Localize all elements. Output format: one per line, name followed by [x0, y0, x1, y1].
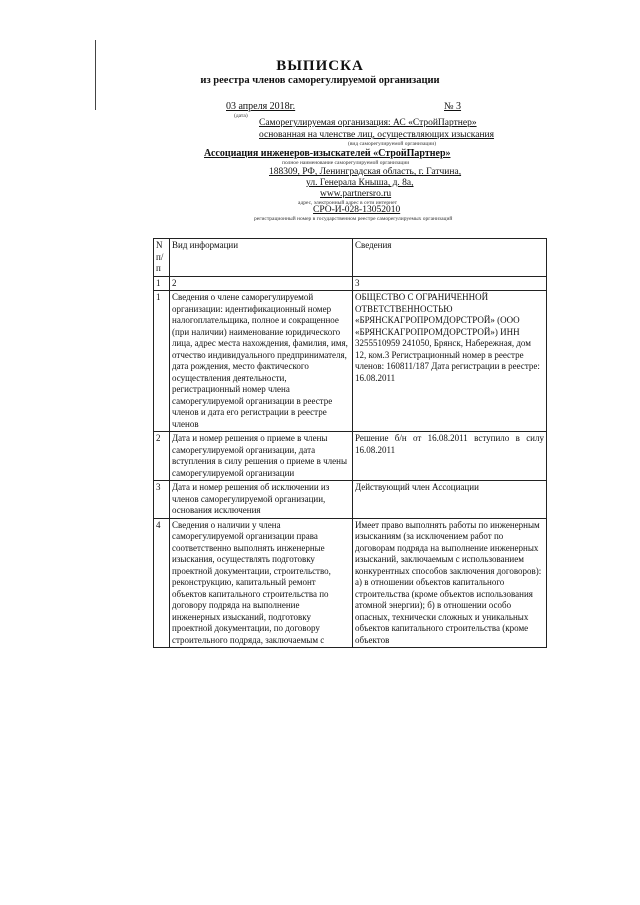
header-cell-number: N п/п — [154, 239, 170, 277]
table-row — [154, 518, 547, 648]
table-header-row — [154, 239, 547, 277]
table-row — [154, 432, 547, 481]
row-number: 3 — [154, 481, 170, 519]
address-line-1: 188309, РФ, Ленинградская область, г. Гатчина, — [269, 167, 462, 177]
document-number: № 3 — [444, 101, 462, 112]
index-cell: 2 — [170, 276, 353, 291]
row-info: Дата и номер решения об исключении из членов саморегулируемой организации, основания исключения — [170, 481, 353, 519]
row-number: 1 — [154, 291, 170, 432]
register-table — [153, 238, 547, 648]
address-line-2: ул. Генерала Кныша, д. 8а, — [306, 178, 414, 188]
website: www.partnersro.ru — [320, 189, 392, 199]
document-subtitle: из реестра членов саморегулируемой организации — [200, 75, 440, 86]
sro-line-2: основанная на членстве лиц, осуществляющих изыскания — [259, 130, 495, 140]
issue-date: 03 апреля 2018г. — [226, 101, 296, 112]
row-value: Действующий член Ассоциации — [353, 481, 547, 519]
row-value: Решение б/н от 16.08.2011 вступило в силу 16.08.2011 — [353, 432, 547, 481]
address-caption: адрес, электронный адрес в сети интернет — [298, 200, 397, 206]
sro-full-name: Ассоциация инженеров-изыскателей «СтройПартнер» — [204, 148, 451, 159]
row-number: 4 — [154, 518, 170, 648]
table-row — [154, 291, 547, 432]
row-info: Сведения о наличии у члена саморегулируемой организации права соответственно выполнять инженерные изыскания, осуществлять подготовку проектной документации, строительство, реконструкцию, капитальный ремонт объектов капитального строительства по договору подряда на выполнение инженерных изысканий, подготовку проектной документации, по договору строительного подряда, заключаемым с — [170, 518, 353, 648]
header-cell-details: Сведения — [353, 239, 547, 277]
sro-type-caption: (вид саморегулируемой организации) — [348, 141, 437, 147]
row-info: Сведения о члене саморегулируемой организации: идентификационный номер налогоплательщика, полное и сокращенное (при наличии) наименование юридического лица, адрес места нахождения, фамилия, имя, отчество индивидуального предпринимателя, дата рождения, место фактического осуществления деятельности, регистрационный номер члена саморегулируемой организации в реестре членов и дата его регистрации в реестре членов — [170, 291, 353, 432]
table-row — [154, 481, 547, 519]
row-value: ОБЩЕСТВО С ОГРАНИЧЕННОЙ ОТВЕТСТВЕННОСТЬЮ «БРЯНСКАГРОПРОМДОРСТРОЙ» (ООО «БРЯНСКАГРОПРОМДОРСТРОЙ») ИНН 3255510959 241050, Брянск, Набережная, дом 12, ком.3 Регистрационный номер в реестре членов: 160811/187 Дата регистрации в реестре: 16.08.2011 — [353, 291, 547, 432]
row-number: 2 — [154, 432, 170, 481]
index-cell: 1 — [154, 276, 170, 291]
date-caption: (дата) — [234, 113, 248, 119]
sro-registration-number: СРО-И-028-13052010 — [313, 205, 401, 215]
document-title: ВЫПИСКА — [276, 58, 364, 74]
header-cell-info-type: Вид информации — [170, 239, 353, 277]
index-cell: 3 — [353, 276, 547, 291]
row-value: Имеет право выполнять работы по инженерным изысканиям (за исключением работ по договорам подряда на выполнение инженерных изысканий, заключаемым с использованием конкурентных способов заключения договоров): а) в отношении объектов капитального строительства (кроме объектов использования атомной энергии); б) в отношении особо опасных, технически сложных и уникальных объектов капитального строительства (кроме объектов — [353, 518, 547, 648]
table-index-row — [154, 276, 547, 291]
sro-line-1: Саморегулируемая организация: АС «СтройПартнер» — [259, 118, 477, 128]
sro-full-name-caption: полное наименование саморегулируемой организации — [282, 160, 410, 166]
reg-number-caption: регистрационный номер в государственном реестре саморегулируемых организаций — [254, 216, 453, 222]
row-info: Дата и номер решения о приеме в члены саморегулируемой организации, дата вступления в силу решения о приеме в члены саморегулируемой организации — [170, 432, 353, 481]
